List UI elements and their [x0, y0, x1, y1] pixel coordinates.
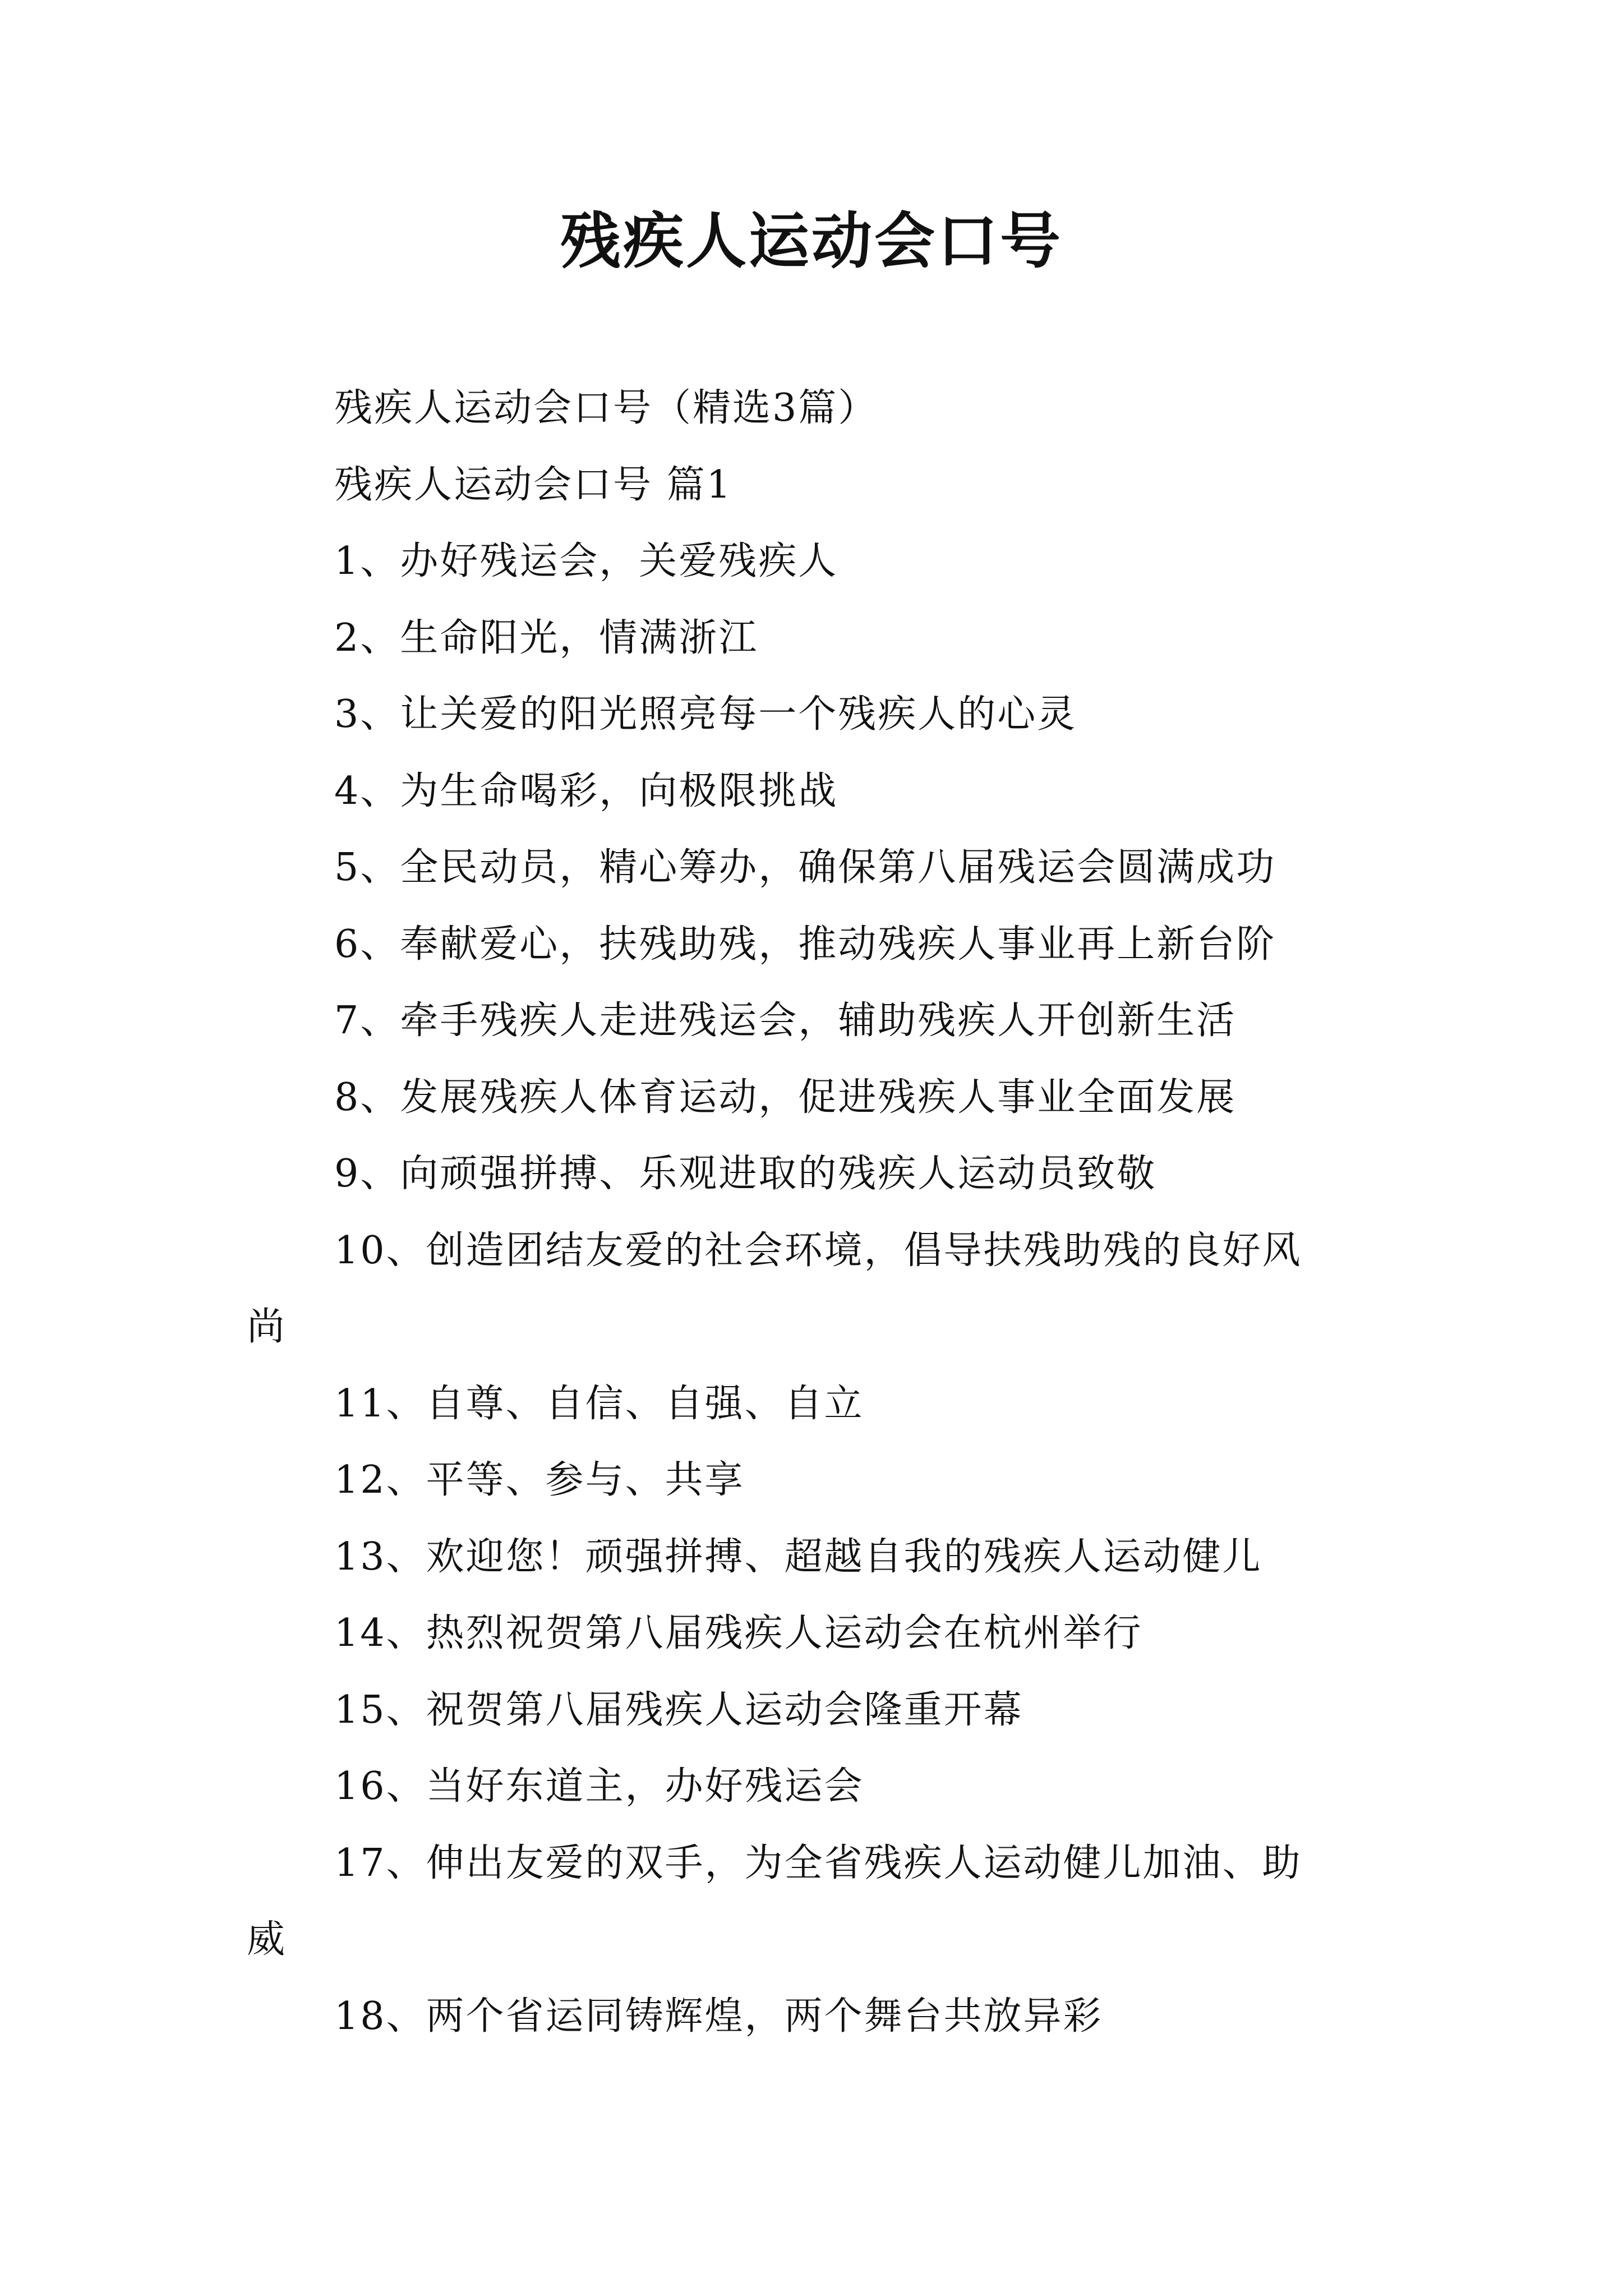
- slogan-17-continuation: 威: [247, 1917, 287, 1962]
- document-title: 残疾人运动会口号: [560, 206, 1063, 277]
- slogan-15: 15、祝贺第八届残疾人运动会隆重开幕: [334, 1687, 1023, 1732]
- slogan-1: 1、办好残运会，关爱残疾人: [334, 539, 838, 583]
- subtitle-line: 残疾人运动会口号（精选3篇）: [334, 386, 878, 430]
- slogan-10-continuation: 尚: [247, 1305, 287, 1349]
- slogan-17: 17、伸出友爱的双手，为全省残疾人运动健儿加油、助: [334, 1841, 1302, 1885]
- slogan-10: 10、创造团结友爱的社会环境，倡导扶残助残的良好风: [334, 1228, 1302, 1273]
- slogan-16: 16、当好东道主，办好残运会: [334, 1764, 864, 1809]
- slogan-9: 9、向顽强拼搏、乐观进取的残疾人运动员致敬: [334, 1152, 1157, 1196]
- document-body: [247, 370, 1385, 2055]
- slogan-11: 11、自尊、自信、自强、自立: [334, 1381, 864, 1426]
- slogan-8: 8、发展残疾人体育运动，促进残疾人事业全面发展: [334, 1075, 1237, 1120]
- slogan-14: 14、热烈祝贺第八届残疾人运动会在杭州举行: [334, 1611, 1143, 1655]
- slogan-7: 7、牵手残疾人走进残运会，辅助残疾人开创新生活: [334, 999, 1237, 1043]
- slogan-12: 12、平等、参与、共享: [334, 1458, 745, 1502]
- slogan-4: 4、为生命喝彩，向极限挑战: [334, 769, 838, 813]
- slogan-5: 5、全民动员，精心筹办，确保第八届残运会圆满成功: [334, 845, 1276, 890]
- slogan-3: 3、让关爱的阳光照亮每一个残疾人的心灵: [334, 692, 1077, 737]
- section-heading: 残疾人运动会口号 篇1: [334, 462, 732, 507]
- slogan-2: 2、生命阳光，情满浙江: [334, 615, 759, 660]
- slogan-6: 6、奉献爱心，扶残助残，推动残疾人事业再上新台阶: [334, 922, 1276, 967]
- slogan-18: 18、两个省运同铸辉煌，两个舞台共放异彩: [334, 1994, 1103, 2039]
- slogan-13: 13、欢迎您！顽强拼搏、超越自我的残疾人运动健儿: [334, 1534, 1262, 1579]
